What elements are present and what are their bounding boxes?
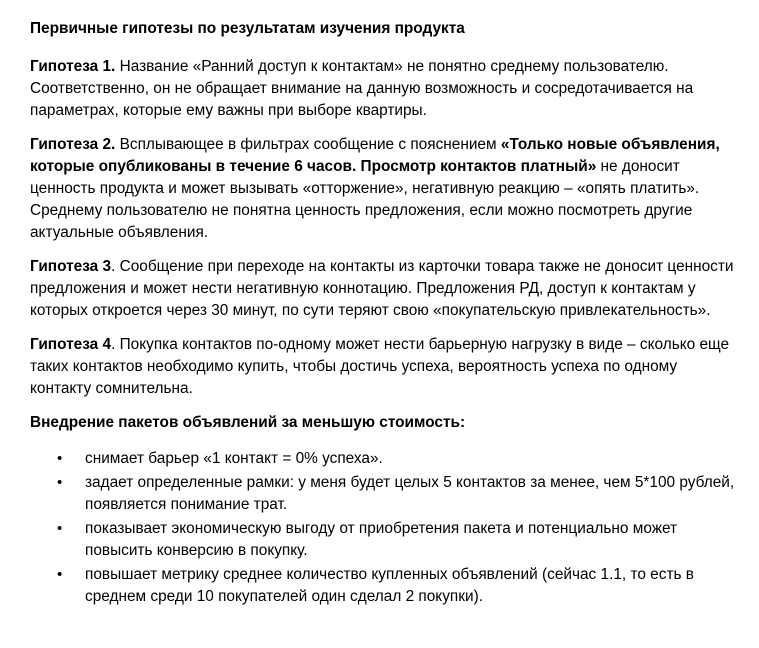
packages-heading: Внедрение пакетов объявлений за меньшую стоимость: <box>30 414 466 431</box>
bullet-icon: • <box>57 520 63 537</box>
hypothesis-label: Гипотеза 1. <box>30 58 116 75</box>
hypothesis-4 <box>30 334 735 400</box>
hypothesis-1 <box>30 56 735 122</box>
list-item-text: снимает барьер «1 контакт = 0% успеха». <box>85 450 383 467</box>
packages-list <box>30 448 735 608</box>
hypothesis-text: не доносит ценность продукта и может вызывать «отторжение», негативную реакцию – «опять платить». Среднему пользователю не понятна ценность предложения, если можно посмотреть другие актуальные объявления. <box>30 158 700 241</box>
document-title: Первичные гипотезы по результатам изучения продукта <box>30 20 465 37</box>
bullet-icon: • <box>57 474 63 491</box>
list-item-text: задает определенные рамки: у меня будет целых 5 контактов за менее, чем 5*100 рублей, появляется понимание трат. <box>85 474 735 513</box>
hypothesis-3 <box>30 256 735 322</box>
list-item <box>30 472 735 516</box>
hypothesis-label: Гипотеза 2. <box>30 136 116 153</box>
hypothesis-text: . Сообщение при переходе на контакты из карточки товара также не доносит ценности предложения и может нести негативную коннотацию. Предложения РД, доступ к контактам у которых откроется через 30 минут, по сути теряют свою «покупательскую привлекательность». <box>30 258 734 319</box>
list-item <box>30 448 735 470</box>
hypothesis-text: Название «Ранний доступ к контактам» не понятно среднему пользователю. Соответственно, он не обращает внимание на данную возможность и сосредотачивается на параметрах, которые ему важны при выборе квартиры. <box>30 58 694 119</box>
bullet-icon: • <box>57 566 63 583</box>
hypothesis-text: . Покупка контактов по-одному может нести барьерную нагрузку в виде – сколько еще таких контактов необходимо купить, чтобы достичь успеха, вероятность успеха по одному контакту сомнительна. <box>30 336 730 397</box>
list-item-text: повышает метрику среднее количество купленных объявлений (сейчас 1.1, то есть в среднем среди 10 покупателей один сделал 2 покупки). <box>85 566 694 605</box>
hypothesis-2 <box>30 134 735 244</box>
bullet-icon: • <box>57 450 63 467</box>
list-item <box>30 518 735 562</box>
list-item-text: показывает экономическую выгоду от приобретения пакета и потенциально может повысить конверсию в покупку. <box>85 520 678 559</box>
document-page <box>30 18 735 610</box>
hypothesis-label: Гипотеза 3 <box>30 258 112 275</box>
list-item <box>30 564 735 608</box>
hypothesis-text: Всплывающее в фильтрах сообщение с пояснением <box>115 136 501 153</box>
hypothesis-quote: «Только новые объявления, которые опубликованы в течение 6 часов. Просмотр контактов платный» <box>30 136 720 175</box>
hypothesis-label: Гипотеза 4 <box>30 336 112 353</box>
